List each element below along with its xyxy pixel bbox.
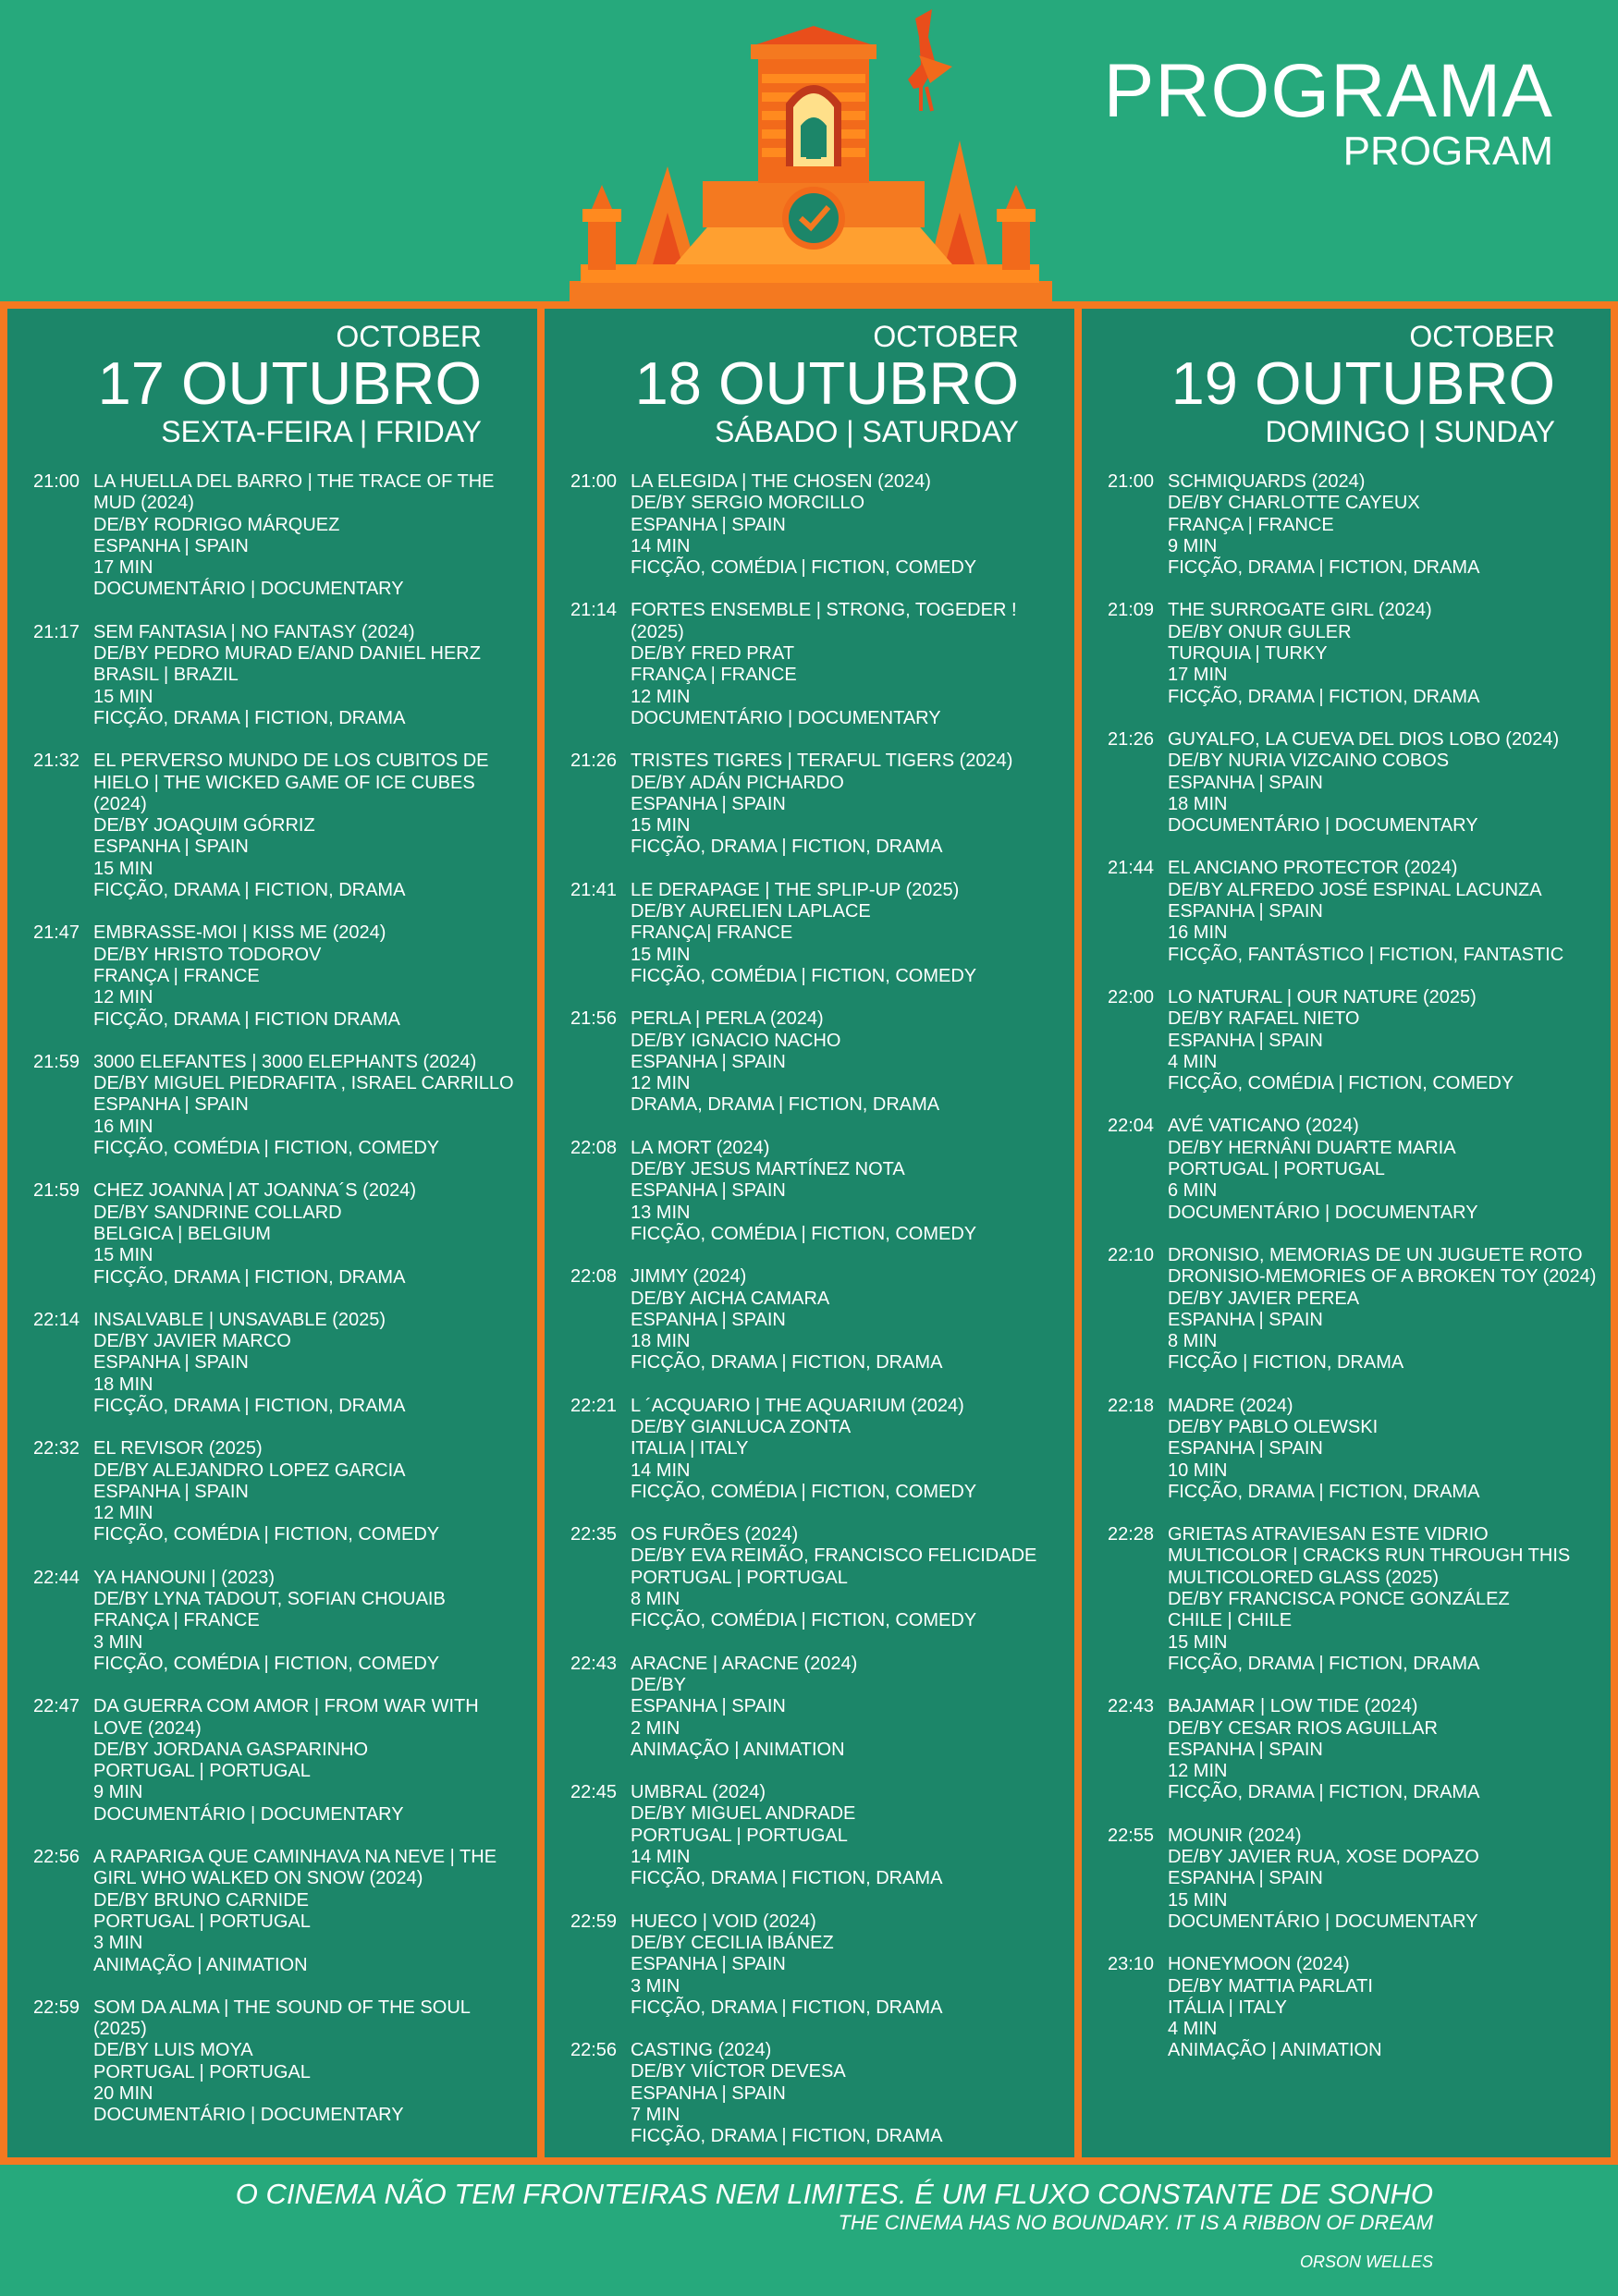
- film-entry: [1108, 1696, 1601, 1803]
- day-column-saturday: [545, 309, 1074, 2157]
- film-director: DE/BY RAFAEL NIETO: [1168, 1008, 1360, 1030]
- film-entry: [570, 1396, 1065, 1503]
- film-duration: 20 MIN: [93, 2083, 153, 2104]
- schedule-columns: [0, 309, 1618, 2157]
- film-title: CHEZ JOANNA | AT JOANNA´S (2024): [93, 1180, 416, 1202]
- title-en: PROGRAM: [1342, 128, 1553, 174]
- film-duration: 14 MIN: [631, 1847, 691, 1868]
- film-list: [570, 471, 1065, 2169]
- film-genre: FICÇÃO, DRAMA | FICTION, DRAMA: [1168, 1782, 1480, 1803]
- film-entry: [1108, 1396, 1601, 1503]
- film-title: GUYALFO, LA CUEVA DEL DIOS LOBO (2024): [1168, 728, 1560, 750]
- film-director: DE/BY ALFREDO JOSÉ ESPINAL LACUNZA: [1168, 879, 1542, 900]
- film-country: BELGICA | BELGIUM: [93, 1223, 271, 1244]
- film-director: DE/BY AICHA CAMARA: [631, 1288, 830, 1309]
- film-country: ESPANHA | SPAIN: [631, 514, 786, 535]
- film-entry: [33, 471, 528, 601]
- screening-time: 21:26: [570, 751, 618, 772]
- film-duration: 4 MIN: [1168, 1051, 1218, 1072]
- film-country: ESPANHA | SPAIN: [631, 793, 786, 814]
- film-duration: 9 MIN: [93, 1782, 143, 1803]
- film-genre: FICÇÃO, DRAMA | FICTION DRAMA: [93, 1008, 400, 1030]
- film-genre: FICÇÃO, DRAMA | FICTION, DRAMA: [93, 707, 406, 728]
- month-en: OCTOBER: [1409, 320, 1555, 353]
- film-country: ESPANHA | SPAIN: [1168, 1868, 1323, 1889]
- film-country: ESPANHA | SPAIN: [631, 1954, 786, 1975]
- film-duration: 3 MIN: [93, 1631, 143, 1653]
- film-title: PERLA | PERLA (2024): [631, 1008, 824, 1030]
- film-entry: [1108, 471, 1601, 579]
- film-genre: FICÇÃO, DRAMA | FICTION, DRAMA: [1168, 557, 1480, 579]
- film-title: L ´ACQUARIO | THE AQUARIUM (2024): [631, 1395, 964, 1416]
- film-title: DA GUERRA COM AMOR | FROM WAR WITH LOVE (2024): [93, 1696, 479, 1739]
- weekday: SÁBADO | SATURDAY: [715, 415, 1019, 448]
- film-director: DE/BY VIÍCTOR DEVESA: [631, 2061, 846, 2082]
- film-entry: [33, 922, 528, 1030]
- day-column-friday: [7, 309, 537, 2157]
- date-pt: 18 OUTUBRO: [634, 349, 1019, 417]
- film-country: FRANÇA | FRANCE: [1168, 514, 1334, 535]
- film-genre: FICÇÃO | FICTION, DRAMA: [1168, 1352, 1404, 1374]
- film-director: DE/BY SERGIO MORCILLO: [631, 493, 865, 514]
- film-director: DE/BY EVA REIMÃO, FRANCISCO FELICIDADE: [631, 1545, 1037, 1567]
- weekday: DOMINGO | SUNDAY: [1265, 415, 1555, 448]
- film-genre: FICÇÃO, COMÉDIA | FICTION, COMEDY: [631, 1481, 977, 1502]
- film-duration: 12 MIN: [93, 1503, 153, 1524]
- month-en: OCTOBER: [336, 320, 482, 353]
- film-title: SEM FANTASIA | NO FANTASY (2024): [93, 621, 415, 642]
- quote-author: ORSON WELLES: [1299, 2252, 1433, 2271]
- film-genre: FICÇÃO, DRAMA | FICTION, DRAMA: [1168, 1481, 1480, 1502]
- film-genre: DOCUMENTÁRIO | DOCUMENTARY: [1168, 815, 1478, 837]
- date-pt: 17 OUTUBRO: [97, 349, 482, 417]
- film-duration: 16 MIN: [1168, 922, 1228, 944]
- screening-time: 22:56: [33, 1847, 80, 1868]
- film-title: FORTES ENSEMBLE | STRONG, TOGEDER ! (2025): [631, 600, 1017, 642]
- film-entry: [570, 471, 1065, 579]
- film-country: ESPANHA | SPAIN: [93, 1352, 249, 1374]
- film-genre: DOCUMENTÁRIO | DOCUMENTARY: [1168, 1911, 1478, 1932]
- film-genre: DRAMA, DRAMA | FICTION, DRAMA: [631, 1094, 940, 1116]
- film-director: DE/BY PEDRO MURAD E/AND DANIEL HERZ: [93, 643, 481, 665]
- film-country: ITALIA | ITALY: [631, 1438, 749, 1459]
- film-entry: [1108, 1954, 1601, 2061]
- film-entry: [33, 751, 528, 901]
- film-title: INSALVABLE | UNSAVABLE (2025): [93, 1309, 386, 1330]
- film-duration: 17 MIN: [93, 557, 153, 579]
- film-country: FRANÇA | FRANCE: [93, 965, 260, 986]
- film-genre: FICÇÃO, DRAMA | FICTION, DRAMA: [631, 1997, 943, 2018]
- screening-time: 21:00: [33, 471, 80, 492]
- film-duration: 15 MIN: [1168, 1631, 1228, 1653]
- title-pt: PROGRAMA: [1103, 49, 1553, 133]
- film-director: DE/BY JAVIER PEREA: [1168, 1288, 1360, 1309]
- film-director: DE/BY SANDRINE COLLARD: [93, 1202, 342, 1223]
- film-title: YA HANOUNI | (2023): [93, 1567, 275, 1588]
- screening-time: 22:35: [570, 1524, 618, 1545]
- film-entry: [33, 1180, 528, 1288]
- film-country: ESPANHA | SPAIN: [93, 1094, 249, 1116]
- film-entry: [33, 1310, 528, 1417]
- film-duration: 12 MIN: [631, 1073, 691, 1094]
- film-genre: FICÇÃO, COMÉDIA | FICTION, COMEDY: [93, 1138, 440, 1159]
- film-director: DE/BY JAVIER MARCO: [93, 1331, 291, 1352]
- screening-time: 22:59: [570, 1911, 618, 1932]
- film-title: JIMMY (2024): [631, 1266, 747, 1288]
- film-duration: 10 MIN: [1168, 1459, 1228, 1481]
- film-duration: 3 MIN: [93, 1933, 143, 1954]
- film-director: DE/BY CHARLOTTE CAYEUX: [1168, 493, 1420, 514]
- film-director: DE/BY MIGUEL PIEDRAFITA , ISRAEL CARRILLO: [93, 1073, 514, 1094]
- film-title: AVÉ VATICANO (2024): [1168, 1116, 1359, 1137]
- film-genre: FICÇÃO, DRAMA | FICTION, DRAMA: [631, 1868, 943, 1889]
- film-entry: [570, 1138, 1065, 1245]
- film-duration: 14 MIN: [631, 1459, 691, 1481]
- film-title: DRONISIO, MEMORIAS DE UN JUGUETE ROTO DRONISIO-MEMORIES OF A BROKEN TOY (2024): [1168, 1244, 1597, 1288]
- film-duration: 7 MIN: [631, 2105, 680, 2125]
- screening-time: 22:43: [570, 1653, 618, 1674]
- film-title: TRISTES TIGRES | TERAFUL TIGERS (2024): [631, 751, 1013, 772]
- film-director: DE/BY FRANCISCA PONCE GONZÁLEZ: [1168, 1589, 1510, 1610]
- film-director: DE/BY CECILIA IBÁNEZ: [631, 1932, 834, 1953]
- film-director: DE/BY JESUS MARTÍNEZ NOTA: [631, 1159, 905, 1180]
- film-title: CASTING (2024): [631, 2040, 772, 2061]
- film-genre: FICÇÃO, DRAMA | FICTION, DRAMA: [631, 837, 943, 858]
- film-duration: 15 MIN: [1168, 1889, 1228, 1911]
- film-country: PORTUGAL | PORTUGAL: [93, 1761, 311, 1782]
- film-entry: [1108, 729, 1601, 837]
- film-country: ESPANHA | SPAIN: [1168, 1309, 1323, 1330]
- film-duration: 15 MIN: [93, 1245, 153, 1266]
- film-entry: [570, 1911, 1065, 2019]
- film-director: DE/BY IGNACIO NACHO: [631, 1030, 841, 1051]
- film-director: DE/BY NURIA VIZCAINO COBOS: [1168, 751, 1450, 772]
- screening-time: 22:44: [33, 1567, 80, 1588]
- film-duration: 2 MIN: [631, 1717, 680, 1739]
- screening-time: 21:59: [33, 1180, 80, 1202]
- screening-time: 22:28: [1108, 1524, 1155, 1545]
- month-en: OCTOBER: [873, 320, 1019, 353]
- program-title: [1103, 49, 1553, 174]
- screening-time: 21:41: [570, 879, 618, 900]
- film-director: DE/BY PABLO OLEWSKI: [1168, 1416, 1379, 1437]
- film-duration: 15 MIN: [631, 944, 691, 965]
- film-country: PORTUGAL | PORTUGAL: [1168, 1159, 1385, 1180]
- film-duration: 8 MIN: [631, 1589, 680, 1610]
- film-country: ESPANHA | SPAIN: [1168, 1438, 1323, 1459]
- column-divider: [1074, 301, 1082, 2165]
- screening-time: 21:32: [33, 751, 80, 772]
- quote: [236, 2180, 1433, 2271]
- film-genre: FICÇÃO, DRAMA | FICTION, DRAMA: [93, 1395, 406, 1416]
- film-country: ESPANHA | SPAIN: [93, 1481, 249, 1502]
- film-country: ESPANHA | SPAIN: [631, 1180, 786, 1202]
- screening-time: 22:32: [33, 1438, 80, 1459]
- film-country: ESPANHA | SPAIN: [1168, 1030, 1323, 1051]
- film-duration: 18 MIN: [631, 1331, 691, 1352]
- film-entry: [33, 1997, 528, 2127]
- film-entry: [570, 880, 1065, 987]
- film-entry: [1108, 1116, 1601, 1223]
- film-director: DE/BY LYNA TADOUT, SOFIAN CHOUAIB: [93, 1589, 446, 1610]
- screening-time: 22:43: [1108, 1696, 1155, 1717]
- film-genre: DOCUMENTÁRIO | DOCUMENTARY: [1168, 1202, 1478, 1223]
- quote-pt: O CINEMA NÃO TEM FRONTEIRAS NEM LIMITES. É UM FLUXO CONSTANTE DE SONHO: [235, 2178, 1433, 2210]
- screening-time: 21:44: [1108, 858, 1155, 879]
- film-country: ESPANHA | SPAIN: [1168, 1739, 1323, 1760]
- film-entry: [570, 1782, 1065, 1889]
- film-genre: FICÇÃO, DRAMA | FICTION, DRAMA: [1168, 686, 1480, 707]
- film-country: CHILE | CHILE: [1168, 1610, 1293, 1631]
- film-director: DE/BY MIGUEL ANDRADE: [631, 1803, 856, 1825]
- day-header: [1171, 322, 1555, 446]
- film-duration: 6 MIN: [1168, 1180, 1218, 1202]
- film-genre: FICÇÃO, COMÉDIA | FICTION, COMEDY: [631, 1223, 977, 1244]
- quote-en: THE CINEMA HAS NO BOUNDARY. IT IS A RIBBON OF DREAM: [838, 2210, 1433, 2234]
- film-genre: FICÇÃO, COMÉDIA | FICTION, COMEDY: [631, 1610, 977, 1631]
- film-director: DE/BY JOAQUIM GÓRRIZ: [93, 815, 315, 837]
- film-country: ESPANHA | SPAIN: [93, 535, 249, 556]
- film-genre: FICÇÃO, COMÉDIA | FICTION, COMEDY: [93, 1524, 440, 1545]
- film-director: DE/BY JORDANA GASPARINHO: [93, 1739, 369, 1760]
- screening-time: 22:56: [570, 2040, 618, 2061]
- film-country: ESPANHA | SPAIN: [631, 1309, 786, 1330]
- film-duration: 17 MIN: [1168, 665, 1228, 686]
- film-duration: 15 MIN: [631, 815, 691, 837]
- film-title: LA MORT (2024): [631, 1137, 770, 1158]
- film-title: OS FURÕES (2024): [631, 1524, 799, 1545]
- film-country: ESPANHA | SPAIN: [631, 1696, 786, 1717]
- film-title: EL REVISOR (2025): [93, 1438, 263, 1459]
- day-header: [635, 322, 1019, 446]
- film-country: FRANÇA | FRANCE: [93, 1610, 260, 1631]
- film-director: DE/BY HRISTO TODOROV: [93, 944, 322, 965]
- screening-time: 22:04: [1108, 1116, 1155, 1137]
- screening-time: 22:45: [570, 1782, 618, 1803]
- film-list: [33, 471, 528, 2148]
- film-title: EL ANCIANO PROTECTOR (2024): [1168, 858, 1458, 879]
- film-genre: ANIMAÇÃO | ANIMATION: [631, 1739, 845, 1760]
- film-title: A RAPARIGA QUE CAMINHAVA NA NEVE | THE GIRL WHO WALKED ON SNOW (2024): [93, 1847, 497, 1889]
- film-entry: [33, 1847, 528, 1976]
- screening-time: 22:59: [33, 1997, 80, 2018]
- screening-time: 21:14: [570, 600, 618, 621]
- film-title: THE SURROGATE GIRL (2024): [1168, 600, 1432, 621]
- film-title: 3000 ELEFANTES | 3000 ELEPHANTS (2024): [93, 1051, 477, 1072]
- bell-tower-illustration: [564, 0, 1063, 301]
- film-duration: 15 MIN: [93, 858, 153, 879]
- film-country: ESPANHA | SPAIN: [1168, 772, 1323, 793]
- film-country: PORTUGAL | PORTUGAL: [93, 2061, 311, 2082]
- screening-time: 21:00: [1108, 471, 1155, 492]
- film-duration: 12 MIN: [93, 987, 153, 1008]
- date-pt: 19 OUTUBRO: [1171, 349, 1555, 417]
- film-genre: DOCUMENTÁRIO | DOCUMENTARY: [93, 1803, 404, 1825]
- footer: [0, 2165, 1618, 2296]
- film-entry: [570, 1524, 1065, 1631]
- film-director: DE/BY ADÁN PICHARDO: [631, 772, 844, 793]
- screening-time: 21:59: [33, 1051, 80, 1072]
- film-title: SCHMIQUARDS (2024): [1168, 471, 1366, 492]
- film-duration: 8 MIN: [1168, 1331, 1218, 1352]
- header: [0, 0, 1618, 301]
- film-director: DE/BY CESAR RIOS AGUILLAR: [1168, 1717, 1438, 1739]
- film-director: DE/BY ALEJANDRO LOPEZ GARCIA: [93, 1459, 406, 1481]
- screening-time: 23:10: [1108, 1954, 1155, 1975]
- screening-time: 21:56: [570, 1008, 618, 1030]
- film-director: DE/BY LUIS MOYA: [93, 2040, 253, 2061]
- film-title: SOM DA ALMA | THE SOUND OF THE SOUL (2025): [93, 1997, 471, 2040]
- film-genre: FICÇÃO, DRAMA | FICTION, DRAMA: [93, 1266, 406, 1288]
- screening-time: 22:55: [1108, 1825, 1155, 1846]
- film-title: GRIETAS ATRAVIESAN ESTE VIDRIO MULTICOLOR | CRACKS RUN THROUGH THIS MULTICOLORED GLASS (2025): [1168, 1524, 1571, 1588]
- film-entry: [1108, 858, 1601, 965]
- film-title: MADRE (2024): [1168, 1395, 1293, 1416]
- film-director: DE/BY FRED PRAT: [631, 643, 795, 665]
- film-entry: [33, 1438, 528, 1545]
- film-country: PORTUGAL | PORTUGAL: [631, 1567, 848, 1588]
- film-entry: [570, 2040, 1065, 2147]
- film-title: ARACNE | ARACNE (2024): [631, 1653, 858, 1674]
- film-genre: FICÇÃO, COMÉDIA | FICTION, COMEDY: [1168, 1073, 1514, 1094]
- film-country: TURQUIA | TURKY: [1168, 643, 1328, 665]
- column-divider: [537, 301, 545, 2165]
- film-duration: 12 MIN: [1168, 1761, 1228, 1782]
- screening-time: 21:26: [1108, 728, 1155, 750]
- screening-time: 21:09: [1108, 600, 1155, 621]
- film-entry: [1108, 600, 1601, 707]
- bottom-divider: [0, 2157, 1618, 2165]
- film-title: BAJAMAR | LOW TIDE (2024): [1168, 1696, 1418, 1717]
- screening-time: 22:08: [570, 1137, 618, 1158]
- film-director: DE/BY MATTIA PARLATI: [1168, 1975, 1373, 1997]
- film-genre: FICÇÃO, DRAMA | FICTION, DRAMA: [631, 1352, 943, 1374]
- film-country: FRANÇA | FRANCE: [631, 665, 797, 686]
- screening-time: 21:47: [33, 922, 80, 944]
- screening-time: 22:21: [570, 1395, 618, 1416]
- screening-time: 22:10: [1108, 1244, 1155, 1265]
- film-entry: [570, 1266, 1065, 1374]
- film-duration: 3 MIN: [631, 1975, 680, 1997]
- film-genre: FICÇÃO, COMÉDIA | FICTION, COMEDY: [631, 965, 977, 986]
- film-title: HONEYMOON (2024): [1168, 1954, 1350, 1975]
- screening-time: 22:00: [1108, 986, 1155, 1008]
- film-entry: [570, 600, 1065, 729]
- film-duration: 15 MIN: [93, 686, 153, 707]
- film-list: [1108, 471, 1601, 2083]
- film-duration: 18 MIN: [93, 1374, 153, 1395]
- film-country: PORTUGAL | PORTUGAL: [93, 1911, 311, 1932]
- film-entry: [33, 1568, 528, 1675]
- film-country: BRASIL | BRAZIL: [93, 665, 239, 686]
- film-director: DE/BY ONUR GULER: [1168, 621, 1352, 642]
- film-director: DE/BY RODRIGO MÁRQUEZ: [93, 514, 340, 535]
- film-entry: [570, 751, 1065, 858]
- screening-time: 21:17: [33, 621, 80, 642]
- film-title: LO NATURAL | OUR NATURE (2025): [1168, 986, 1477, 1008]
- film-director: DE/BY GIANLUCA ZONTA: [631, 1416, 852, 1437]
- screening-time: 22:08: [570, 1266, 618, 1288]
- film-country: PORTUGAL | PORTUGAL: [631, 1825, 848, 1846]
- film-genre: FICÇÃO, DRAMA | FICTION, DRAMA: [1168, 1653, 1480, 1674]
- weekday: SEXTA-FEIRA | FRIDAY: [161, 415, 482, 448]
- film-title: EMBRASSE-MOI | KISS ME (2024): [93, 922, 386, 944]
- film-country: FRANÇA| FRANCE: [631, 922, 793, 944]
- film-genre: FICÇÃO, COMÉDIA | FICTION, COMEDY: [93, 1653, 440, 1674]
- film-director: DE/BY HERNÂNI DUARTE MARIA: [1168, 1137, 1456, 1158]
- film-genre: FICÇÃO, DRAMA | FICTION, DRAMA: [93, 880, 406, 901]
- screening-time: 21:00: [570, 471, 618, 492]
- top-divider: [0, 301, 1618, 309]
- film-duration: 14 MIN: [631, 535, 691, 556]
- film-country: ESPANHA | SPAIN: [631, 1051, 786, 1072]
- day-column-sunday: [1082, 309, 1611, 2157]
- film-title: LE DERAPAGE | THE SPLIP-UP (2025): [631, 879, 960, 900]
- film-genre: DOCUMENTÁRIO | DOCUMENTARY: [631, 707, 941, 728]
- film-genre: ANIMAÇÃO | ANIMATION: [93, 1954, 308, 1975]
- film-country: ITÁLIA | ITALY: [1168, 1997, 1287, 2018]
- column-divider: [1611, 301, 1618, 2165]
- film-title: UMBRAL (2024): [631, 1782, 766, 1803]
- film-director: DE/BY AURELIEN LAPLACE: [631, 901, 871, 922]
- film-director: DE/BY BRUNO CARNIDE: [93, 1889, 310, 1911]
- film-genre: FICÇÃO, DRAMA | FICTION, DRAMA: [631, 2126, 943, 2147]
- screening-time: 22:18: [1108, 1395, 1155, 1416]
- film-country: ESPANHA | SPAIN: [1168, 901, 1323, 922]
- screening-time: 22:14: [33, 1309, 80, 1330]
- film-country: ESPANHA | SPAIN: [631, 2082, 786, 2104]
- film-director: DE/BY: [631, 1674, 687, 1695]
- film-entry: [1108, 1245, 1601, 1374]
- film-genre: FICÇÃO, COMÉDIA | FICTION, COMEDY: [631, 557, 977, 579]
- film-duration: 18 MIN: [1168, 793, 1228, 814]
- film-duration: 9 MIN: [1168, 535, 1218, 556]
- film-duration: 13 MIN: [631, 1202, 691, 1223]
- day-header: [98, 322, 482, 446]
- film-entry: [1108, 987, 1601, 1094]
- film-title: HUECO | VOID (2024): [631, 1911, 816, 1932]
- film-entry: [33, 1696, 528, 1826]
- film-entry: [33, 622, 528, 729]
- film-genre: DOCUMENTÁRIO | DOCUMENTARY: [93, 579, 404, 600]
- film-entry: [570, 1008, 1065, 1116]
- column-divider: [0, 301, 7, 2165]
- film-title: MOUNIR (2024): [1168, 1825, 1302, 1846]
- film-title: EL PERVERSO MUNDO DE LOS CUBITOS DE HIELO | THE WICKED GAME OF ICE CUBES (2024): [93, 751, 489, 814]
- film-director: DE/BY JAVIER RUA, XOSE DOPAZO: [1168, 1847, 1479, 1868]
- film-duration: 16 MIN: [93, 1116, 153, 1137]
- film-entry: [33, 1052, 528, 1159]
- film-country: ESPANHA | SPAIN: [93, 837, 249, 858]
- film-genre: ANIMAÇÃO | ANIMATION: [1168, 2040, 1382, 2061]
- film-genre: FICÇÃO, FANTÁSTICO | FICTION, FANTASTIC: [1168, 944, 1564, 965]
- film-title: LA HUELLA DEL BARRO | THE TRACE OF THE MUD (2024): [93, 471, 495, 514]
- screening-time: 22:47: [33, 1696, 80, 1717]
- film-title: LA ELEGIDA | THE CHOSEN (2024): [631, 471, 931, 492]
- film-entry: [570, 1654, 1065, 1761]
- film-duration: 12 MIN: [631, 686, 691, 707]
- film-duration: 4 MIN: [1168, 2019, 1218, 2040]
- film-entry: [1108, 1524, 1601, 1675]
- film-genre: DOCUMENTÁRIO | DOCUMENTARY: [93, 2105, 404, 2126]
- film-entry: [1108, 1826, 1601, 1933]
